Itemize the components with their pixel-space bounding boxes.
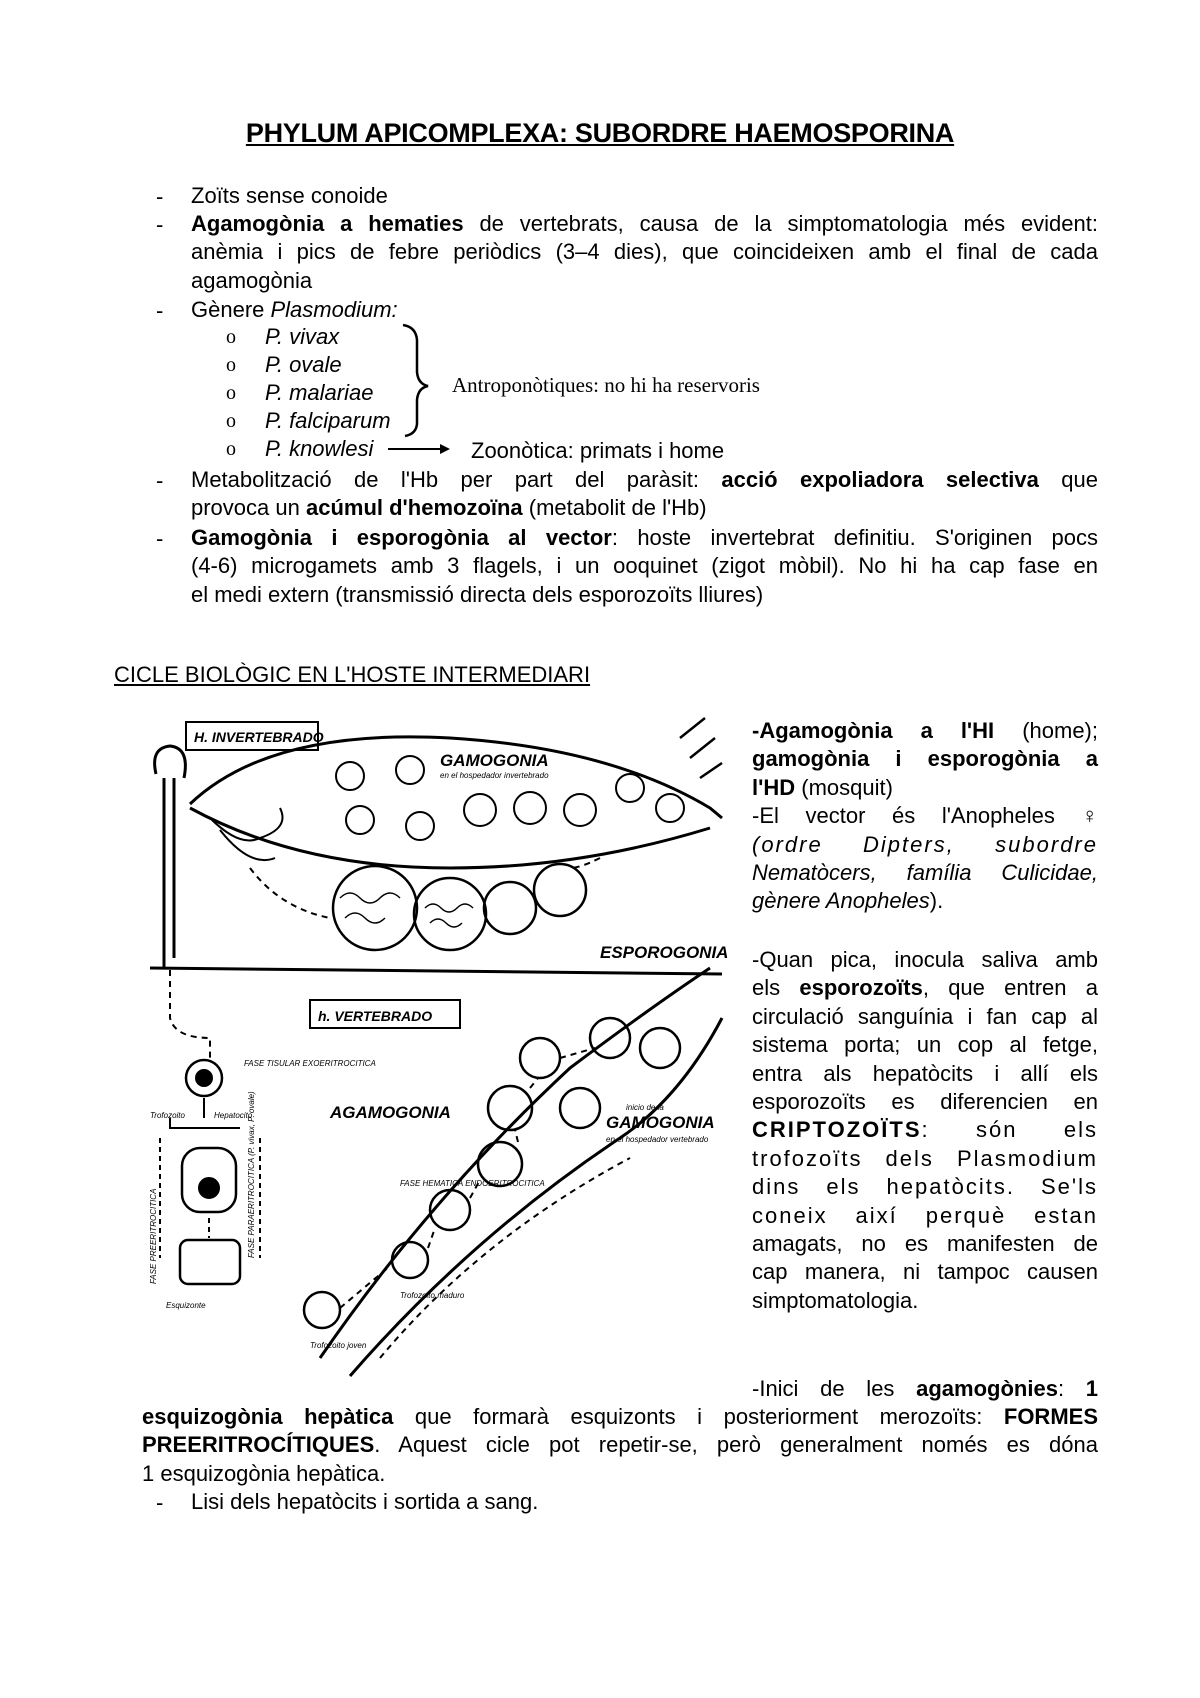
bold-term: Agamogònia a hematies	[191, 211, 464, 236]
circle-bullet: o	[226, 354, 236, 376]
text-span: (home);	[994, 718, 1098, 743]
species-ovale: P. ovale	[265, 352, 342, 377]
text-line: agamogònia	[191, 267, 313, 293]
bold-term: esporozoïts	[799, 975, 923, 1001]
erythrocyte-icon	[488, 1086, 532, 1130]
text-span: Gènere	[191, 297, 271, 322]
bold-term: CRIPTOZOÏTS	[752, 1117, 922, 1143]
text-line: (4-6) microgamets amb 3 flagels, i un ooquinet (zigot mòbil). No hi ha cap fase en	[191, 553, 1098, 579]
inicio-label: inicio de la	[626, 1103, 664, 1112]
brace-and-arrow	[0, 0, 1200, 480]
dash-bullet: -	[156, 1490, 164, 1515]
bullet-zoits: Zoïts sense conoide	[191, 183, 388, 208]
text-line: Nematòcers, família Culicidae,	[752, 860, 1098, 886]
text-line: -Quan pica, inocula saliva amb	[752, 947, 1098, 972]
zoonotica-label: Zoonòtica: primats i home	[471, 438, 725, 463]
text-span: :	[1057, 1376, 1086, 1401]
text-line: anèmia i pics de febre periòdics (3–4 dies), que coincideixen amb el final de cada	[191, 239, 1098, 265]
text-span: . Aquest cicle pot repetir-se, però generalment només es dóna	[374, 1432, 1098, 1458]
circle-bullet: o	[226, 382, 236, 404]
bold-term: -Agamogònia a l'HI	[752, 718, 995, 743]
species-vivax: P. vivax	[265, 324, 340, 349]
text-span: , que entren a	[922, 975, 1098, 1001]
agamogonies-intro	[752, 1375, 1098, 1403]
erythrocyte-icon	[304, 1292, 340, 1328]
right-column-intro	[752, 717, 1098, 916]
oocyst-icon	[333, 866, 417, 950]
esporogonia-label: ESPOROGONIA	[600, 943, 729, 962]
text-line: el medi extern (transmissió directa dels esporozoïts lliures)	[191, 581, 764, 607]
bold-term: l'HD	[752, 774, 796, 800]
bold-term: gamogònia i esporogònia a	[752, 746, 1098, 772]
section-title: CICLE BIOLÒGIC EN L'HOSTE INTERMEDIARI	[114, 662, 591, 687]
text-line: esporozoïts es diferencien en	[752, 1089, 1098, 1115]
erythrocyte-icon	[640, 1028, 680, 1068]
right-column-criptozoits	[752, 946, 1098, 1315]
text-span: provoca un	[191, 495, 306, 521]
text-line: entra als hepatòcits i allí els	[752, 1060, 1098, 1086]
text-span: (metabolit de l'Hb)	[522, 495, 707, 521]
circle-bullet: o	[226, 438, 236, 460]
fase-paraeritrocitica-label: FASE PARAERITROCITICA (P. vivax, P. ovale)	[247, 1091, 256, 1258]
gamogonia-vertebrate-sub: en el hospedador vertebrado	[606, 1135, 709, 1144]
text-span: els	[752, 975, 800, 1001]
text-span: : són els	[921, 1117, 1098, 1143]
oocyst-icon	[414, 878, 486, 950]
trofozoito-joven-label: Trofozoito joven	[310, 1341, 367, 1350]
bold-term: agamogònies	[916, 1376, 1058, 1401]
text-line: -El vector és l'Anopheles ♀	[752, 803, 1098, 829]
oocyst-icon	[484, 882, 536, 934]
bold-term: esquizogònia hepàtica	[142, 1404, 394, 1429]
dash-bullet: -	[156, 212, 164, 237]
circle-bullet: o	[226, 326, 236, 348]
bold-term: 1	[1085, 1376, 1098, 1401]
dash-bullet: -	[156, 526, 164, 551]
schizont-cell-icon	[180, 1240, 240, 1284]
trofozoito-label: Trofozoito	[150, 1111, 185, 1120]
text-span: ).	[929, 888, 944, 914]
text-span: : hoste invertebrat definitiu. S'originen pocs	[611, 525, 1099, 550]
page-title: PHYLUM APICOMPLEXA: SUBORDRE HAEMOSPORINA	[245, 118, 955, 148]
erythrocyte-icon	[560, 1088, 600, 1128]
life-cycle-diagram	[149, 718, 729, 1376]
text-span: -Inici de les	[752, 1376, 917, 1401]
dash-bullet: -	[156, 468, 164, 493]
blood-vessel-icon	[320, 968, 710, 1358]
text-span: Metabolització de l'Hb per part del paràsit:	[191, 467, 722, 492]
h-vertebrado-label: h. VERTEBRADO	[318, 1008, 433, 1024]
text-line: coneix així perquè estan	[752, 1202, 1098, 1228]
gamogonia-vertebrate-label: GAMOGONIA	[606, 1113, 715, 1132]
fase-tisular-label: FASE TISULAR EXOERITROCITICA	[244, 1059, 376, 1068]
salivary-gland-icon	[155, 746, 186, 778]
mosquito-leg-icon	[680, 718, 722, 778]
bold-term: acúmul d'hemozoïna	[305, 495, 523, 521]
text-line: simptomatologia.	[752, 1287, 919, 1313]
bullet-lisi: Lisi dels hepatòcits i sortida a sang.	[191, 1489, 539, 1514]
text-line: circulació sanguínia i fan cap al	[752, 1003, 1098, 1029]
antroponotiques-label: Antroponòtiques: no hi ha reservoris	[452, 373, 760, 397]
h-invertebrado-label: H. INVERTEBRADO	[194, 729, 324, 745]
bold-term: PREERITROCÍTIQUES	[142, 1432, 375, 1458]
agamogonies-paragraph	[142, 1403, 1098, 1488]
italic-term: gènere Anopheles	[752, 888, 930, 914]
text-span: que formarà esquizonts i posteriorment merozoïts:	[393, 1404, 1004, 1429]
oocyst-icon	[534, 864, 586, 916]
erythrocyte-icon	[430, 1190, 470, 1230]
gamogonia-sub-label: en el hospedador invertebrado	[440, 771, 549, 780]
bold-term: Gamogònia i esporogònia al vector	[191, 525, 612, 550]
curly-brace-icon	[403, 325, 428, 436]
bullet-metabolitzacio	[191, 466, 1098, 523]
arrow-head-icon	[440, 444, 450, 454]
text-line: 1 esquizogònia hepàtica.	[142, 1460, 386, 1486]
text-line: dins els hepatòcits. Se'ls	[752, 1174, 1098, 1200]
text-line: (ordre Dipters, subordre	[752, 831, 1098, 857]
bold-term: acció expoliadora selectiva	[721, 467, 1039, 492]
bullet-gamogonia	[191, 524, 1098, 609]
erythrocyte-icon	[392, 1242, 428, 1278]
circle-bullet: o	[226, 410, 236, 432]
erythrocyte-icon	[520, 1038, 560, 1078]
species-knowlesi: P. knowlesi	[265, 436, 374, 461]
gamogonia-label: GAMOGONIA	[440, 751, 549, 770]
text-line: sistema porta; un cop al fetge,	[752, 1032, 1098, 1058]
trofozoito-maduro-label: Trofozoito maduro	[400, 1291, 465, 1300]
text-span: (mosquit)	[795, 774, 893, 800]
text-span: que	[1038, 467, 1098, 492]
species-malariae: P. malariae	[265, 380, 374, 405]
text-span: de vertebrats, causa de la simptomatologia més evident:	[463, 211, 1098, 236]
agamogonia-label: AGAMOGONIA	[330, 1103, 451, 1122]
dash-bullet: -	[156, 184, 164, 209]
species-falciparum: P. falciparum	[265, 408, 391, 433]
text-line: amagats, no es manifesten de	[752, 1231, 1098, 1257]
hepatocito-label: Hepatocito	[214, 1111, 253, 1120]
bold-term: FORMES	[1003, 1404, 1098, 1429]
fase-preeritrocitica-label: FASE PREERITROCITICA	[149, 1188, 158, 1284]
fase-hematica-label: FASE HEMATICA ENDOERITROCITICA	[400, 1179, 545, 1188]
text-line: cap manera, ni tampoc causen	[752, 1259, 1098, 1285]
text-line: trofozoïts dels Plasmodium	[752, 1145, 1098, 1171]
dash-bullet: -	[156, 298, 164, 323]
esquizonte-label: Esquizonte	[166, 1301, 206, 1310]
genus-name: Plasmodium:	[270, 297, 398, 322]
